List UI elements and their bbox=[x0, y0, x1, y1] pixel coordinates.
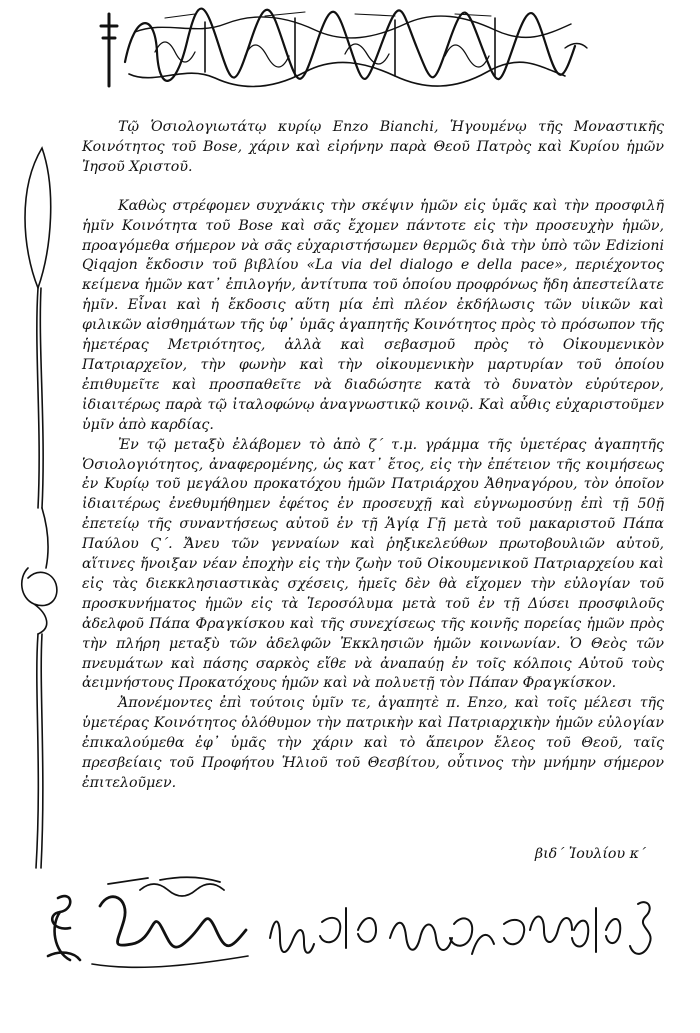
date-line: βιδ´ Ἰουλίου κ´ bbox=[534, 846, 646, 862]
patriarch-signature bbox=[40, 868, 680, 988]
paragraph-1: Καθὼς στρέφομεν συχνάκις τὴν σκέψιν ἡμῶν εἰς ὑμᾶς καὶ τὴν προσφιλῆ ἡμῖν Κοινότητα τοῦ Bose καὶ σᾶς ἔχομεν πάντοτε εἰς τὴν προσευχὴν ἡμῶν, προαγόμεθα σήμερον νὰ σᾶς εὐχαριστήσωμεν θερμῶς διὰ τὴν ὑπὸ τῶν Edizioni Qiqajon ἔκδοσιν τοῦ βιβλίου «La via del dialogo e della pace», περιέχοντος κείμενα ἡμῶν κατ᾽ ἐπιλογήν, ἀντίτυπα τοῦ ὁποίου προφρόνως ἤδη ἀπεστείλατε ἡμῖν. Εἶναι καὶ ἡ ἔκδοσις αὕτη μία ἐπὶ πλέον ἐκδήλωσις τῶν υἱικῶν καὶ φιλικῶν αἰσθημάτων τῆς ὑφ᾽ ὑμᾶς ἀγαπητῆς Κοινότητος πρὸς τὸ πρόσωπον τῆς ἡμετέρας Μετριότητος, ἀλλὰ καὶ σεβασμοῦ πρὸς τὸ Οἰκουμενικὸν Πατριαρχεῖον, τὴν φωνὴν καὶ τὴν οἰκουμενικὴν μαρτυρίαν τοῦ ὁποίου ἐπιθυμεῖτε καὶ προσπαθεῖτε νὰ διαδώσητε κατὰ τὸ δυνατὸν εὐρύτερον, ἰδιαιτέρως παρὰ τῷ ἰταλοφώνῳ ἀναγνωστικῷ κοινῷ. Καὶ αὖθις εὐχαριστοῦμεν ὑμῖν ἀπὸ καρδίας. bbox=[82, 197, 664, 433]
paragraph-2: Ἐν τῷ μεταξὺ ἐλάβομεν τὸ ἀπὸ ζ´ τ.μ. γράμμα τῆς ὑμετέρας ἀγαπητῆς Ὁσιολογιότητος, ἀναφερομένης, ὡς κατ᾽ ἔτος, εἰς τὴν ἐπέτειον τῆς κοιμήσεως ἐν Κυρίῳ τοῦ μεγάλου προκατόχου ἡμῶν Πατριάρχου Ἀθηναγόρου, τὸν ὁποῖον ἰδιαιτέρως ἐνεθυμήθημεν ἐφέτος ἐν προσευχῇ καὶ εὐγνωμοσύνῃ ἐπὶ τῇ 50ῇ ἐπετείῳ τῆς συναντήσεως αὐτοῦ ἐν τῇ Ἁγίᾳ Γῇ μετὰ τοῦ μακαριστοῦ Πάπα Παύλου Ϛ´. Ἄνευ τῶν γενναίων καὶ ῥηξικελεύθων πρωτοβουλιῶν αὐτοῦ, αἵτινες ἤνοιξαν νέαν ἐποχὴν εἰς τὴν ζωὴν τοῦ Οἰκουμενικοῦ Πατριαρχείου καὶ εἰς τὰς διεκκλησιαστικὰς σχέσεις, ἡμεῖς δὲν θὰ εἴχομεν τὴν εὐλογίαν τοῦ προσκυνήματος ἡμῶν εἰς τὰ Ἱεροσόλυμα μετὰ τοῦ ἐν τῇ Δύσει προσφιλοῦς ἀδελφοῦ Πάπα Φραγκίσκου καὶ τῆς συνεχίσεως τῆς κοινῆς πορείας ἡμῶν πρὸς τὴν πλήρη μεταξὺ τῶν ἀδελφῶν Ἐκκλησιῶν ἡμῶν κοινωνίαν. Ὁ Θεὸς τῶν πνευμάτων καὶ πάσης σαρκὸς εἴθε νὰ ἀναπαύῃ ἐν τοῖς κόλποις Αὐτοῦ τοὺς ἀειμνήστους Προκατόχους ἡμῶν καὶ νὰ πολυετῇ τὸν Πάπαν Φραγκίσκον. bbox=[82, 436, 664, 692]
paragraph-3: Ἀπονέμοντες ἐπὶ τούτοις ὑμῖν τε, ἀγαπητὲ π. Enzo, καὶ τοῖς μέλεσι τῆς ὑμετέρας Κοινότητος ὁλόθυμον τὴν πατρικὴν καὶ Πατριαρχικὴν ἡμῶν εὐλογίαν ἐπικαλούμεθα ἐφ᾽ ὑμᾶς τὴν χάριν καὶ τὸ ἄπειρον ἔλεος τοῦ Θεοῦ, ταῖς πρεσβείαις τοῦ Προφήτου Ἡλιοῦ τοῦ Θεσβίτου, οὗτινος τὴν μνήμην σήμερον ἐπιτελοῦμεν. bbox=[82, 695, 664, 791]
salutation: Τῷ Ὁσιολογιωτάτῳ κυρίῳ Enzo Bianchi, Ἡγουμένῳ τῆς Μοναστικῆς Κοινότητος τοῦ Bose, χάριν καὶ εἰρήνην παρὰ Θεοῦ Πατρὸς καὶ Κυρίου ἡμῶν Ἰησοῦ Χριστοῦ. bbox=[82, 119, 664, 175]
seal-cord bbox=[8, 128, 68, 888]
patriarchal-monogram-header bbox=[95, 2, 595, 94]
letter-body bbox=[82, 118, 664, 794]
